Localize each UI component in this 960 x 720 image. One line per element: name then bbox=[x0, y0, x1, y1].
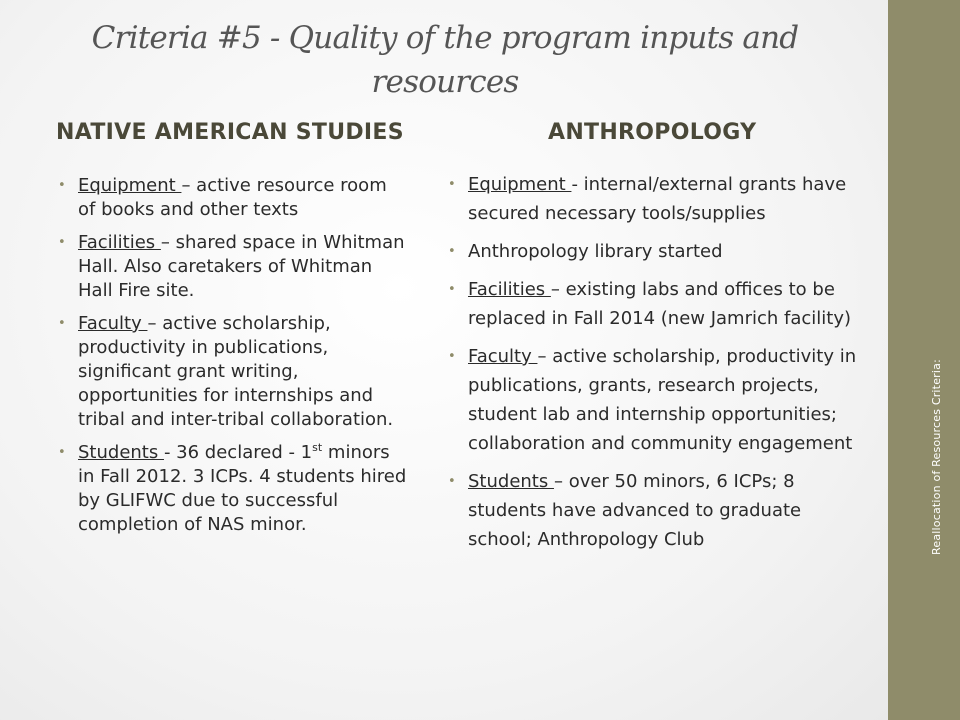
slide-title: Criteria #5 - Quality of the program inputs and resources bbox=[91, 20, 799, 100]
ordinal-superscript: st bbox=[312, 441, 323, 454]
item-text: – active scholarship, productivity in publications, significant grant writing, opportunities for internships and tribal and inter-tribal collaboration. bbox=[78, 313, 394, 430]
item-label: Equipment bbox=[78, 175, 182, 196]
item-label: Students bbox=[468, 471, 554, 492]
anth-facilities-item bbox=[448, 275, 868, 333]
item-text: – active resource room of books and other texts bbox=[78, 175, 387, 220]
anth-library-item bbox=[448, 237, 868, 266]
anthropology-bullet-list bbox=[448, 170, 868, 563]
sidebar-caption: Reallocation of Resources Criteria: bbox=[930, 359, 943, 555]
bullet-icon: • bbox=[448, 282, 456, 297]
nas-equipment-item bbox=[58, 174, 408, 222]
bullet-icon: • bbox=[448, 244, 456, 259]
item-text: - internal/external grants have secured necessary tools/supplies bbox=[468, 174, 847, 224]
bullet-icon: • bbox=[58, 178, 66, 193]
anth-equipment-item bbox=[448, 170, 868, 228]
item-text: – existing labs and offices to be replaced in Fall 2014 (new Jamrich facility) bbox=[468, 279, 852, 329]
item-text: – over 50 minors, 6 ICPs; 8 students have advanced to graduate school; Anthropology Club bbox=[468, 471, 802, 550]
nas-faculty-item bbox=[58, 312, 408, 432]
item-text: – shared space in Whitman Hall. Also caretakers of Whitman Hall Fire site. bbox=[78, 232, 405, 301]
bullet-icon: • bbox=[448, 177, 456, 192]
anth-students-item bbox=[448, 467, 868, 554]
bullet-icon: • bbox=[58, 316, 66, 331]
item-text: - 36 declared - 1 bbox=[163, 442, 313, 463]
anthropology-heading: ANTHROPOLOGY bbox=[548, 120, 757, 145]
item-text: Anthropology library started bbox=[468, 241, 723, 262]
bullet-icon: • bbox=[448, 474, 456, 489]
item-label: Faculty bbox=[468, 346, 538, 367]
item-label: Facilities bbox=[78, 232, 161, 253]
native-american-studies-heading: NATIVE AMERICAN STUDIES bbox=[56, 120, 404, 145]
item-text: – active scholarship, productivity in publications, grants, research projects, student lab and internship opportunities; collaboration and community engagement bbox=[468, 346, 857, 454]
item-label: Faculty bbox=[78, 313, 148, 334]
nas-bullet-list bbox=[58, 174, 408, 546]
bullet-icon: • bbox=[58, 235, 66, 250]
item-text-continued: minors in Fall 2012. 3 ICPs. 4 students hired by GLIFWC due to successful completion of NAS minor. bbox=[78, 442, 407, 535]
nas-students-item bbox=[58, 441, 408, 537]
bullet-icon: • bbox=[58, 445, 66, 460]
nas-facilities-item bbox=[58, 231, 408, 303]
anth-faculty-item bbox=[448, 342, 868, 458]
item-label: Students bbox=[78, 442, 164, 463]
bullet-icon: • bbox=[448, 349, 456, 364]
item-label: Equipment bbox=[468, 174, 572, 195]
item-label: Facilities bbox=[468, 279, 551, 300]
sidebar-band bbox=[888, 0, 960, 720]
